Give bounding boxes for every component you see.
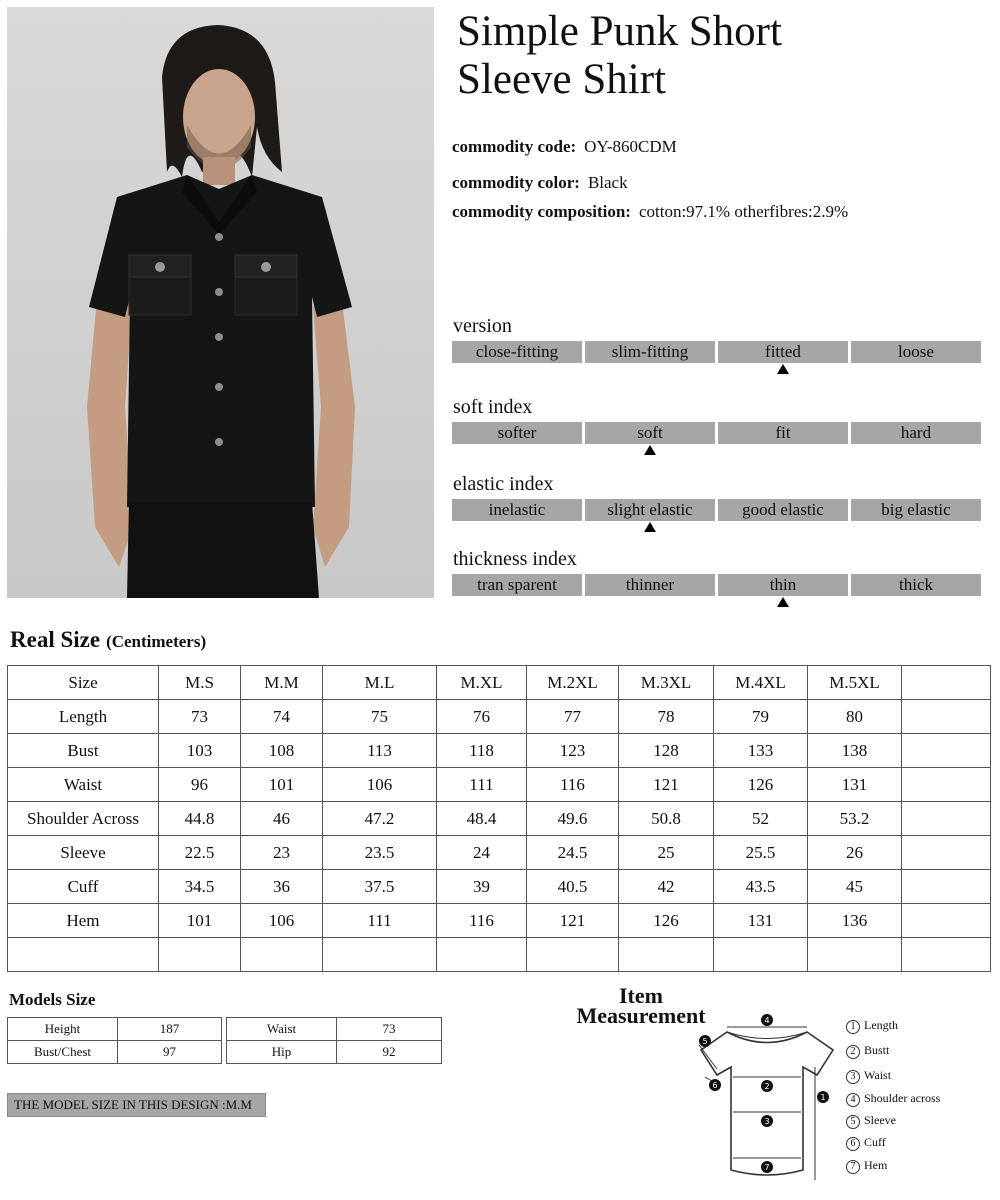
version-scale	[452, 341, 981, 363]
table-cell: 111	[323, 904, 437, 938]
legend-item: 5 Sleeve	[846, 1113, 896, 1129]
table-cell: M.3XL	[619, 666, 714, 700]
scale-option: tran sparent	[452, 574, 582, 596]
scale-option-selected: fitted	[718, 341, 848, 363]
table-cell: M.4XL	[714, 666, 808, 700]
table-cell: 74	[241, 700, 323, 734]
table-cell: 23	[241, 836, 323, 870]
svg-text:2: 2	[764, 1082, 770, 1091]
real-size-unit: (Centimeters)	[106, 632, 207, 651]
table-cell: 121	[527, 904, 619, 938]
table-cell: 106	[323, 768, 437, 802]
scale-option-selected: slight elastic	[585, 499, 715, 521]
table-cell: 131	[714, 904, 808, 938]
table-cell: 138	[808, 734, 902, 768]
table-cell: 113	[323, 734, 437, 768]
table-cell: 126	[714, 768, 808, 802]
table-cell: Hem	[8, 904, 159, 938]
table-cell: 76	[437, 700, 527, 734]
attribute-value: OY-860CDM	[584, 137, 677, 156]
elastic-index-scale	[452, 499, 981, 521]
svg-text:6: 6	[712, 1081, 718, 1090]
scale-option-selected: soft	[585, 422, 715, 444]
selected-marker-icon	[777, 364, 789, 374]
table-row	[8, 836, 991, 870]
table-cell: 52	[714, 802, 808, 836]
legend-item: 1 Length	[846, 1018, 898, 1034]
table-cell: 79	[714, 700, 808, 734]
attribute-value: Black	[587, 173, 628, 192]
selected-marker-icon	[644, 522, 656, 532]
scale-option: good elastic	[718, 499, 848, 521]
table-cell	[808, 938, 902, 972]
table-cell: 24	[437, 836, 527, 870]
table-cell	[902, 802, 991, 836]
table-header-row	[8, 666, 991, 700]
table-cell	[902, 904, 991, 938]
table-row	[8, 700, 991, 734]
legend-item: 6 Cuff	[846, 1135, 886, 1151]
commodity-code	[452, 137, 677, 157]
table-row	[8, 870, 991, 904]
table-cell: Length	[8, 700, 159, 734]
product-title	[457, 8, 782, 104]
table-cell	[902, 700, 991, 734]
attribute-key: commodity code:	[452, 137, 577, 156]
table-cell: 24.5	[527, 836, 619, 870]
product-title-line1: Simple Punk Short	[457, 8, 782, 55]
table-cell	[8, 938, 159, 972]
table-cell: 48.4	[437, 802, 527, 836]
legend-item: 4 Shoulder across	[846, 1091, 940, 1107]
table-cell: M.XL	[437, 666, 527, 700]
table-cell: M.L	[323, 666, 437, 700]
table-cell: 136	[808, 904, 902, 938]
version-label: version	[453, 315, 512, 337]
table-cell: 42	[619, 870, 714, 904]
svg-text:5: 5	[702, 1037, 708, 1046]
table-cell: 126	[619, 904, 714, 938]
table-cell: 23.5	[323, 836, 437, 870]
table-cell: 108	[241, 734, 323, 768]
table-row: Hip 92	[227, 1041, 442, 1064]
table-cell: Waist	[8, 768, 159, 802]
table-cell: 106	[241, 904, 323, 938]
table-cell	[902, 938, 991, 972]
table-cell: 25	[619, 836, 714, 870]
table-row	[8, 802, 991, 836]
scale-option: slim-fitting	[585, 341, 715, 363]
table-cell	[619, 938, 714, 972]
table-cell: 50.8	[619, 802, 714, 836]
scale-option: fit	[718, 422, 848, 444]
attribute-key: commodity color:	[452, 173, 580, 192]
svg-text:1: 1	[820, 1093, 826, 1102]
table-cell: Shoulder Across	[8, 802, 159, 836]
table-cell: 103	[159, 734, 241, 768]
table-cell: Sleeve	[8, 836, 159, 870]
legend-item: 3 Waist	[846, 1068, 891, 1084]
product-photo	[7, 7, 434, 598]
table-cell: 118	[437, 734, 527, 768]
models-size-table-right	[226, 1017, 442, 1064]
scale-option-selected: thin	[718, 574, 848, 596]
table-cell: 101	[241, 768, 323, 802]
table-cell: 77	[527, 700, 619, 734]
table-cell: 43.5	[714, 870, 808, 904]
garment-diagram	[695, 1005, 840, 1190]
scale-option: softer	[452, 422, 582, 444]
size-table	[7, 665, 991, 972]
table-cell: 49.6	[527, 802, 619, 836]
svg-text:4: 4	[764, 1016, 770, 1025]
scale-option: close-fitting	[452, 341, 582, 363]
table-cell: 44.8	[159, 802, 241, 836]
table-cell: Cuff	[8, 870, 159, 904]
svg-text:7: 7	[764, 1163, 770, 1172]
table-cell	[902, 734, 991, 768]
table-cell: 26	[808, 836, 902, 870]
real-size-title: Real Size	[10, 627, 101, 652]
table-cell: 123	[527, 734, 619, 768]
scale-option: inelastic	[452, 499, 582, 521]
table-cell	[323, 938, 437, 972]
table-cell: 39	[437, 870, 527, 904]
scale-option: thick	[851, 574, 981, 596]
table-row	[8, 734, 991, 768]
table-cell: 111	[437, 768, 527, 802]
table-cell: 36	[241, 870, 323, 904]
table-cell: M.5XL	[808, 666, 902, 700]
table-cell: 22.5	[159, 836, 241, 870]
table-row	[8, 768, 991, 802]
table-cell	[437, 938, 527, 972]
table-cell: 53.2	[808, 802, 902, 836]
table-cell	[902, 666, 991, 700]
table-cell: 121	[619, 768, 714, 802]
table-cell: 75	[323, 700, 437, 734]
table-cell: M.M	[241, 666, 323, 700]
table-cell: 34.5	[159, 870, 241, 904]
commodity-composition	[452, 202, 848, 222]
thickness-index-label: thickness index	[453, 548, 577, 570]
table-row	[8, 904, 991, 938]
table-cell: 73	[159, 700, 241, 734]
table-cell	[902, 836, 991, 870]
attribute-value: cotton:97.1% otherfibres:2.9%	[638, 202, 849, 221]
table-row: Bust/Chest 97	[8, 1041, 222, 1064]
svg-text:3: 3	[764, 1117, 770, 1126]
table-cell: 116	[527, 768, 619, 802]
selected-marker-icon	[644, 445, 656, 455]
soft-index-label: soft index	[453, 396, 533, 418]
table-cell	[902, 870, 991, 904]
model-size-note: THE MODEL SIZE IN THIS DESIGN :M.M	[7, 1093, 266, 1117]
table-row: Waist 73	[227, 1018, 442, 1041]
models-size-table-left	[7, 1017, 222, 1064]
legend-item: 7 Hem	[846, 1158, 887, 1174]
table-row: Height 187	[8, 1018, 222, 1041]
table-cell: 131	[808, 768, 902, 802]
table-cell	[159, 938, 241, 972]
table-cell: 116	[437, 904, 527, 938]
table-cell: M.2XL	[527, 666, 619, 700]
scale-option: thinner	[585, 574, 715, 596]
scale-option: loose	[851, 341, 981, 363]
table-cell: 133	[714, 734, 808, 768]
table-cell: Size	[8, 666, 159, 700]
elastic-index-label: elastic index	[453, 473, 554, 495]
table-cell	[714, 938, 808, 972]
attribute-key: commodity composition:	[452, 202, 631, 221]
table-cell: 128	[619, 734, 714, 768]
models-size-title: Models Size	[9, 990, 96, 1009]
table-cell	[902, 768, 991, 802]
table-cell: 46	[241, 802, 323, 836]
table-cell: 40.5	[527, 870, 619, 904]
table-cell: 45	[808, 870, 902, 904]
selected-marker-icon	[777, 597, 789, 607]
commodity-color	[452, 173, 628, 193]
table-cell: 78	[619, 700, 714, 734]
soft-index-scale	[452, 422, 981, 444]
table-cell	[241, 938, 323, 972]
table-cell: M.S	[159, 666, 241, 700]
table-cell: 101	[159, 904, 241, 938]
scale-option: hard	[851, 422, 981, 444]
thickness-index-scale	[452, 574, 981, 596]
table-cell: 96	[159, 768, 241, 802]
table-row	[8, 938, 991, 972]
table-cell: 47.2	[323, 802, 437, 836]
table-cell: Bust	[8, 734, 159, 768]
real-size-heading	[10, 627, 206, 653]
table-cell: 25.5	[714, 836, 808, 870]
table-cell	[527, 938, 619, 972]
scale-option: big elastic	[851, 499, 981, 521]
table-cell: 80	[808, 700, 902, 734]
legend-item: 2 Bustt	[846, 1043, 889, 1059]
item-measurement-title: Item Measurement	[576, 983, 706, 1028]
table-cell: 37.5	[323, 870, 437, 904]
product-title-line2: Sleeve Shirt	[457, 56, 666, 103]
